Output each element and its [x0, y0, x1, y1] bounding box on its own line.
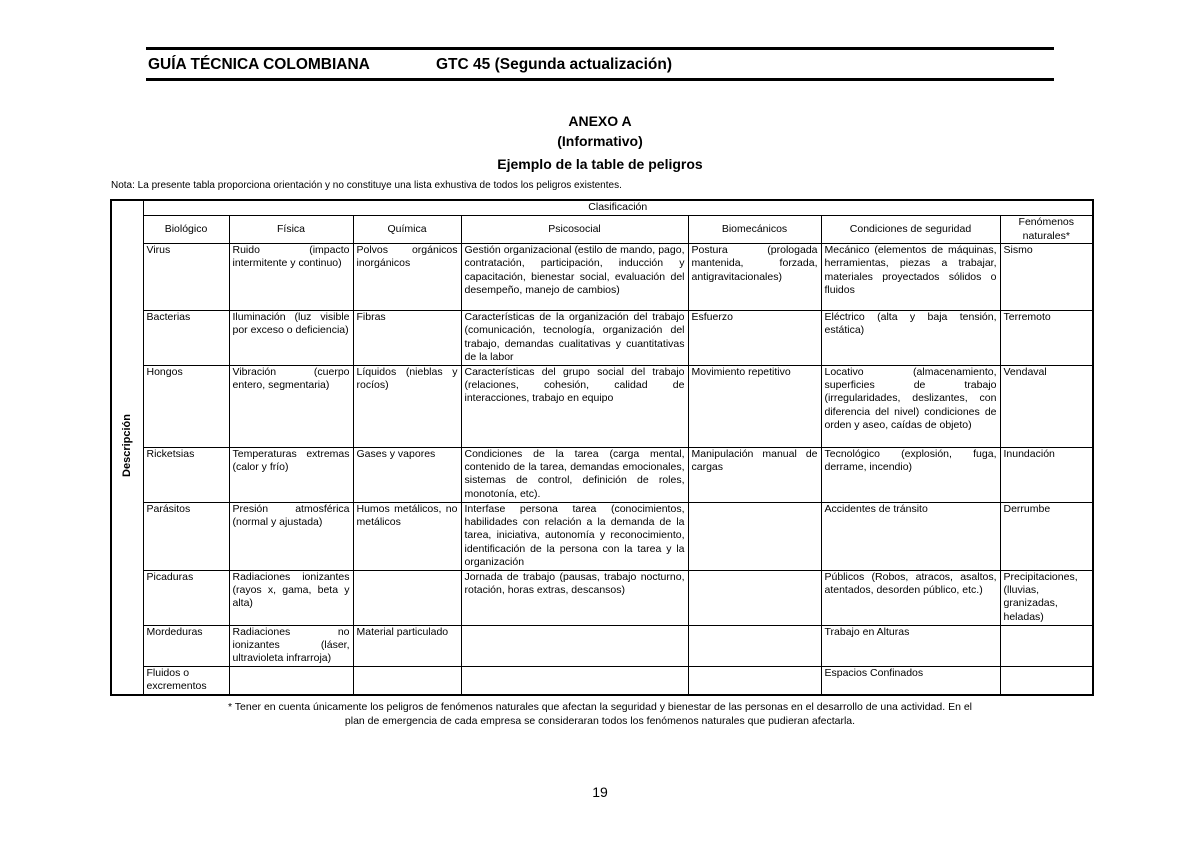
- table-cell: Características del grupo social del trabajo (relaciones, cohesión, calidad de interacciones, trabajo en equipo: [461, 365, 688, 447]
- table-cell: Espacios Confinados: [821, 666, 1000, 694]
- table-cell: [353, 570, 461, 625]
- header-bottom-rule: [146, 78, 1054, 81]
- table-row: [111, 666, 1093, 694]
- table-cell: Públicos (Robos, atracos, asaltos, atentados, desorden público, etc.): [821, 570, 1000, 625]
- table-cell: Gestión organizacional (estilo de mando, pago, contratación, participación, inducción y capacitación, bienestar social, evaluación del desempeño, manejo de cambios): [461, 244, 688, 311]
- table-cell: [1000, 625, 1093, 666]
- annex-title: ANEXO A: [568, 113, 632, 129]
- table-cell: Derrumbe: [1000, 502, 1093, 570]
- table-note: Nota: La presente tabla proporciona orientación y no constituye una lista exhustiva de todos los peligros existentes.: [111, 180, 622, 191]
- table-cell: [688, 666, 821, 694]
- column-header: Química: [353, 216, 461, 244]
- table-cell: Manipulación manual de cargas: [688, 447, 821, 502]
- page-number: 19: [592, 784, 608, 800]
- table-cell: Características de la organización del trabajo (comunicación, tecnología, organización del trabajo, demandas cualitativas y cuantitativas de la labor: [461, 311, 688, 366]
- description-side-cell: [111, 200, 143, 695]
- table-cell: Presión atmosférica (normal y ajustada): [229, 502, 353, 570]
- table-row: [111, 311, 1093, 366]
- table-cell: Material particulado: [353, 625, 461, 666]
- table-cell: Picaduras: [143, 570, 229, 625]
- document-code: GTC 45 (Segunda actualización): [436, 56, 672, 73]
- table-cell: Mecánico (elementos de máquinas, herramientas, piezas a trabajar, materiales proyectados sólidos o fluidos: [821, 244, 1000, 311]
- table-cell: Fibras: [353, 311, 461, 366]
- table-cell: [1000, 666, 1093, 694]
- table-cell: Eléctrico (alta y baja tensión, estática): [821, 311, 1000, 366]
- table-cell: Tecnológico (explosión, fuga, derrame, incendio): [821, 447, 1000, 502]
- table-cell: [688, 570, 821, 625]
- table-cell: Precipitaciones, (lluvias, granizadas, heladas): [1000, 570, 1093, 625]
- table-cell: Vibración (cuerpo entero, segmentaria): [229, 365, 353, 447]
- table-cell: Parásitos: [143, 502, 229, 570]
- table-cell: Polvos orgánicos inorgánicos: [353, 244, 461, 311]
- table-cell: Sismo: [1000, 244, 1093, 311]
- table-cell: Ruido (impacto intermitente y continuo): [229, 244, 353, 311]
- document-series-title: GUÍA TÉCNICA COLOMBIANA: [148, 56, 370, 73]
- group-header-row: [111, 200, 1093, 216]
- table-cell: Radiaciones no ionizantes (láser, ultravioleta infrarroja): [229, 625, 353, 666]
- table-cell: Movimiento repetitivo: [688, 365, 821, 447]
- table-cell: Jornada de trabajo (pausas, trabajo nocturno, rotación, horas extras, descansos): [461, 570, 688, 625]
- column-header-row: [111, 216, 1093, 244]
- table-cell: Ricketsias: [143, 447, 229, 502]
- classification-header: Clasificación: [143, 200, 1093, 216]
- description-label: Descripción: [120, 413, 133, 477]
- table-cell: Bacterias: [143, 311, 229, 366]
- table-cell: Postura (prologada mantenida, forzada, antigravitacionales): [688, 244, 821, 311]
- column-header: Condiciones de seguridad: [821, 216, 1000, 244]
- table-row: [111, 570, 1093, 625]
- table-cell: Interfase persona tarea (conocimientos, habilidades con relación a la demanda de la tarea, iniciativa, autonomía y reconocimiento, identificación de la persona con la tarea y la organización: [461, 502, 688, 570]
- table-cell: Esfuerzo: [688, 311, 821, 366]
- table-cell: Hongos: [143, 365, 229, 447]
- table-cell: Iluminación (luz visible por exceso o deficiencia): [229, 311, 353, 366]
- table-cell: Fluidos o excrementos: [143, 666, 229, 694]
- table-row: [111, 502, 1093, 570]
- table-cell: Vendaval: [1000, 365, 1093, 447]
- table-cell: Terremoto: [1000, 311, 1093, 366]
- footnote-line-2: plan de emergencia de cada empresa se consideraran todos los fenómenos naturales que pudieran afectarla.: [344, 715, 856, 727]
- table-cell: Temperaturas extremas (calor y frío): [229, 447, 353, 502]
- table-cell: Accidentes de tránsito: [821, 502, 1000, 570]
- table-cell: Gases y vapores: [353, 447, 461, 502]
- column-header: Física: [229, 216, 353, 244]
- annex-subtitle: (Informativo): [557, 133, 643, 149]
- table-cell: [688, 625, 821, 666]
- table-cell: Condiciones de la tarea (carga mental, contenido de la tarea, demandas emocionales, sistemas de control, definición de roles, monotonía, etc).: [461, 447, 688, 502]
- header-top-rule: [146, 47, 1054, 50]
- table-cell: [229, 666, 353, 694]
- table-row: [111, 625, 1093, 666]
- table-cell: Virus: [143, 244, 229, 311]
- hazard-table: [110, 199, 1094, 696]
- table-cell: Humos metálicos, no metálicos: [353, 502, 461, 570]
- table-row: [111, 244, 1093, 311]
- table-cell: [461, 625, 688, 666]
- table-cell: Inundación: [1000, 447, 1093, 502]
- column-header: Fenómenos naturales*: [1000, 216, 1093, 244]
- table-cell: [461, 666, 688, 694]
- table-cell: [688, 502, 821, 570]
- table-cell: Radiaciones ionizantes (rayos x, gama, beta y alta): [229, 570, 353, 625]
- column-header: Biológico: [143, 216, 229, 244]
- column-header: Psicosocial: [461, 216, 688, 244]
- annex-heading: Ejemplo de la table de peligros: [497, 156, 703, 172]
- table-cell: Mordeduras: [143, 625, 229, 666]
- footnote-line-1: * Tener en cuenta únicamente los peligros de fenómenos naturales que afectan la seguridad y bienestar de las personas en el desarrollo de una actividad. En el: [227, 701, 973, 713]
- table-cell: Locativo (almacenamiento, superficies de trabajo (irregularidades, deslizantes, con diferencia del nivel) condiciones de orden y aseo, caídas de objeto): [821, 365, 1000, 447]
- column-header: Biomecánicos: [688, 216, 821, 244]
- table-row: [111, 447, 1093, 502]
- table-cell: Trabajo en Alturas: [821, 625, 1000, 666]
- table-cell: Líquidos (nieblas y rocíos): [353, 365, 461, 447]
- table-row: [111, 365, 1093, 447]
- table-cell: [353, 666, 461, 694]
